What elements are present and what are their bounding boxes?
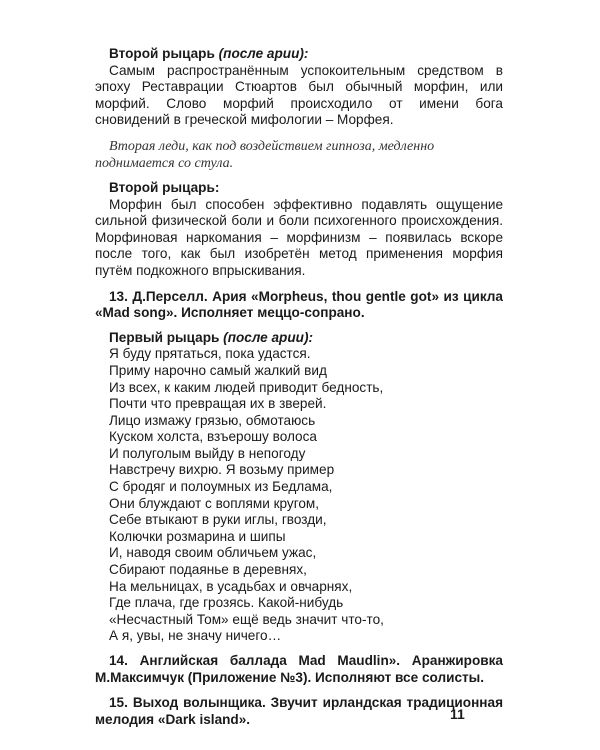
verse-line: Себе втыкают в руки иглы, гвозди,	[109, 512, 327, 528]
verse-line: Приму нарочно самый жалкий вид	[109, 362, 327, 378]
page-number: 11	[450, 706, 465, 722]
speaker-first-knight	[95, 330, 503, 347]
verse-line: А я, увы, не значу ничего…	[109, 628, 282, 644]
verse-line: Навстречу вихрю. Я возьму пример	[109, 462, 335, 478]
verse-line: Где плача, где грозясь. Какой-нибудь	[109, 595, 344, 611]
verse-line: С бродяг и полоумных из Бедлама,	[109, 479, 333, 495]
paragraph-morphine-history: Самым распространённым успокоительным средством в эпоху Реставрации Стюартов был обычный морфин, или морфий. Слово морфий происходило от имени бога сновидений в греческой мифологии – Морфея.	[95, 62, 503, 128]
program-item-14: 14. Английская баллада Mad Maudlin». Аранжировка М.Максимчук (Приложение №3). Исполняют все солисты.	[95, 653, 503, 685]
verse-line: «Несчастный Том» ещё ведь значит что-то,	[109, 611, 384, 627]
verse-line: Из всех, к каким людей приводит бедность,	[109, 379, 384, 395]
program-item-13: 13. Д.Перселл. Ария «Morpheus, thou gentle got» из цикла «Mad song». Исполняет меццо-сопрано.	[95, 288, 503, 321]
verse-line: Колючки розмарина и шипы	[109, 528, 286, 544]
verse-line: На мельницах, в усадьбах и овчарнях,	[109, 578, 353, 594]
speaker-second-knight-2: Второй рыцарь:	[109, 179, 220, 195]
verse-line: Куском холста, взъерошу волоса	[109, 429, 317, 445]
verse-line: Почти что превращая их в зверей.	[109, 396, 327, 412]
verse-line: Сбирают подаянье в деревнях,	[109, 562, 307, 578]
paragraph-morphine-effects: Морфин был способен эффективно подавлять ощущение сильной физической боли и боли психогенного происхождения. Морфиновая наркомания – морфинизм – появилась вскоре после того, как был изобретён метод применения морфия путём подкожного впрыскивания.	[95, 196, 503, 278]
verse-line: И полуголым выйду в непогоду	[109, 445, 306, 461]
verse-block	[95, 346, 503, 645]
verse-line: Лицо измажу грязью, обмотаюсь	[109, 412, 316, 428]
speaker-name: Второй рыцарь	[109, 46, 215, 61]
speaker-name: Первый рыцарь	[109, 329, 220, 345]
stage-direction: Вторая леди, как под воздействием гипноза, медленно поднимается со стула.	[95, 138, 435, 171]
speaker-note: (после арии):	[223, 329, 314, 345]
verse-line: Они блуждают с воплями кругом,	[109, 495, 320, 511]
program-item-15: 15. Выход волынщика. Звучит ирландская традиционная мелодия «Dark island».	[95, 695, 503, 727]
verse-line: И, наводя своим обличьем ужас,	[109, 545, 317, 561]
speaker-second-knight	[95, 46, 503, 63]
verse-line: Я буду прятаться, пока удастся.	[109, 346, 311, 362]
speaker-note: (после арии):	[218, 46, 309, 61]
page-content	[95, 46, 503, 728]
